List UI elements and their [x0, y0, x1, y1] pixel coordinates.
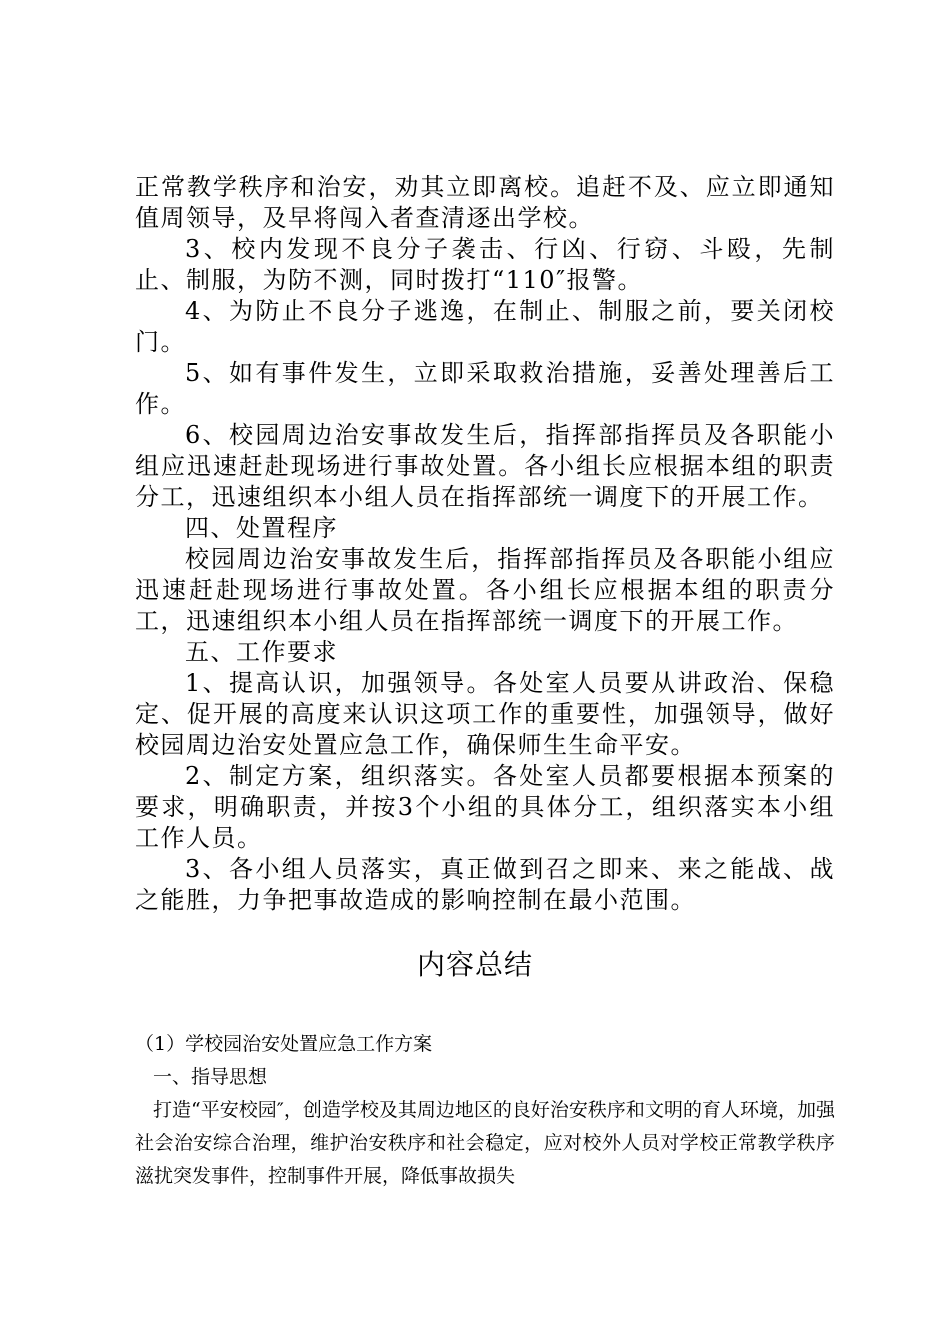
body-paragraph: 4、为防止不良分子逃逸，在制止、制服之前，要关闭校门。: [135, 297, 835, 356]
summary-section: [135, 1028, 835, 1193]
body-paragraph: 正常教学秩序和治安，劝其立即离校。追赶不及、应立即通知值周领导，及早将闯入者查清逐出学校。: [135, 173, 835, 232]
body-paragraph: 5、如有事件发生，立即采取救治措施，妥善处理善后工作。: [135, 359, 835, 418]
body-paragraph: 3、校内发现不良分子袭击、行凶、行窃、斗殴，先制止、制服，为防不测，同时拨打“110″报警。: [135, 235, 835, 294]
body-paragraph: 3、各小组人员落实，真正做到召之即来、来之能战、战之能胜，力争把事故造成的影响控制在最小范围。: [135, 855, 835, 914]
summary-paragraph: 打造“平安校园″，创造学校及其周边地区的良好治安秩序和文明的育人环境，加强社会治安综合治理，维护治安秩序和社会稳定，应对校外人员对学校正常教学秩序滋扰突发事件，控制事件开展，降低事故损失: [135, 1099, 835, 1187]
summary-heading: （1）学校园治安处置应急工作方案: [135, 1033, 433, 1055]
body-paragraph: 6、校园周边治安事故发生后，指挥部指挥员及各职能小组应迅速赶赴现场进行事故处置。各小组长应根据本组的职责分工，迅速组织本小组人员在指挥部统一调度下的开展工作。: [135, 421, 835, 511]
summary-subheading: 一、指导思想: [153, 1066, 268, 1088]
body-paragraph: 1、提高认识，加强领导。各处室人员要从讲政治、保稳定、促开展的高度来认识这项工作的重要性，加强领导，做好校园周边治安处置应急工作，确保师生生命平安。: [135, 669, 835, 759]
section-heading-procedure: 四、处置程序: [185, 514, 338, 542]
body-paragraph: 校园周边治安事故发生后，指挥部指挥员及各职能小组应迅速赶赴现场进行事故处置。各小组长应根据本组的职责分工，迅速组织本小组人员在指挥部统一调度下的开展工作。: [135, 545, 835, 635]
document-body: [135, 172, 835, 916]
section-heading-requirements: 五、工作要求: [185, 638, 338, 666]
body-paragraph: 2、制定方案，组织落实。各处室人员都要根据本预案的要求，明确职责，并按3个小组的具体分工，组织落实本小组工作人员。: [135, 762, 835, 852]
summary-title: 内容总结: [416, 948, 533, 981]
